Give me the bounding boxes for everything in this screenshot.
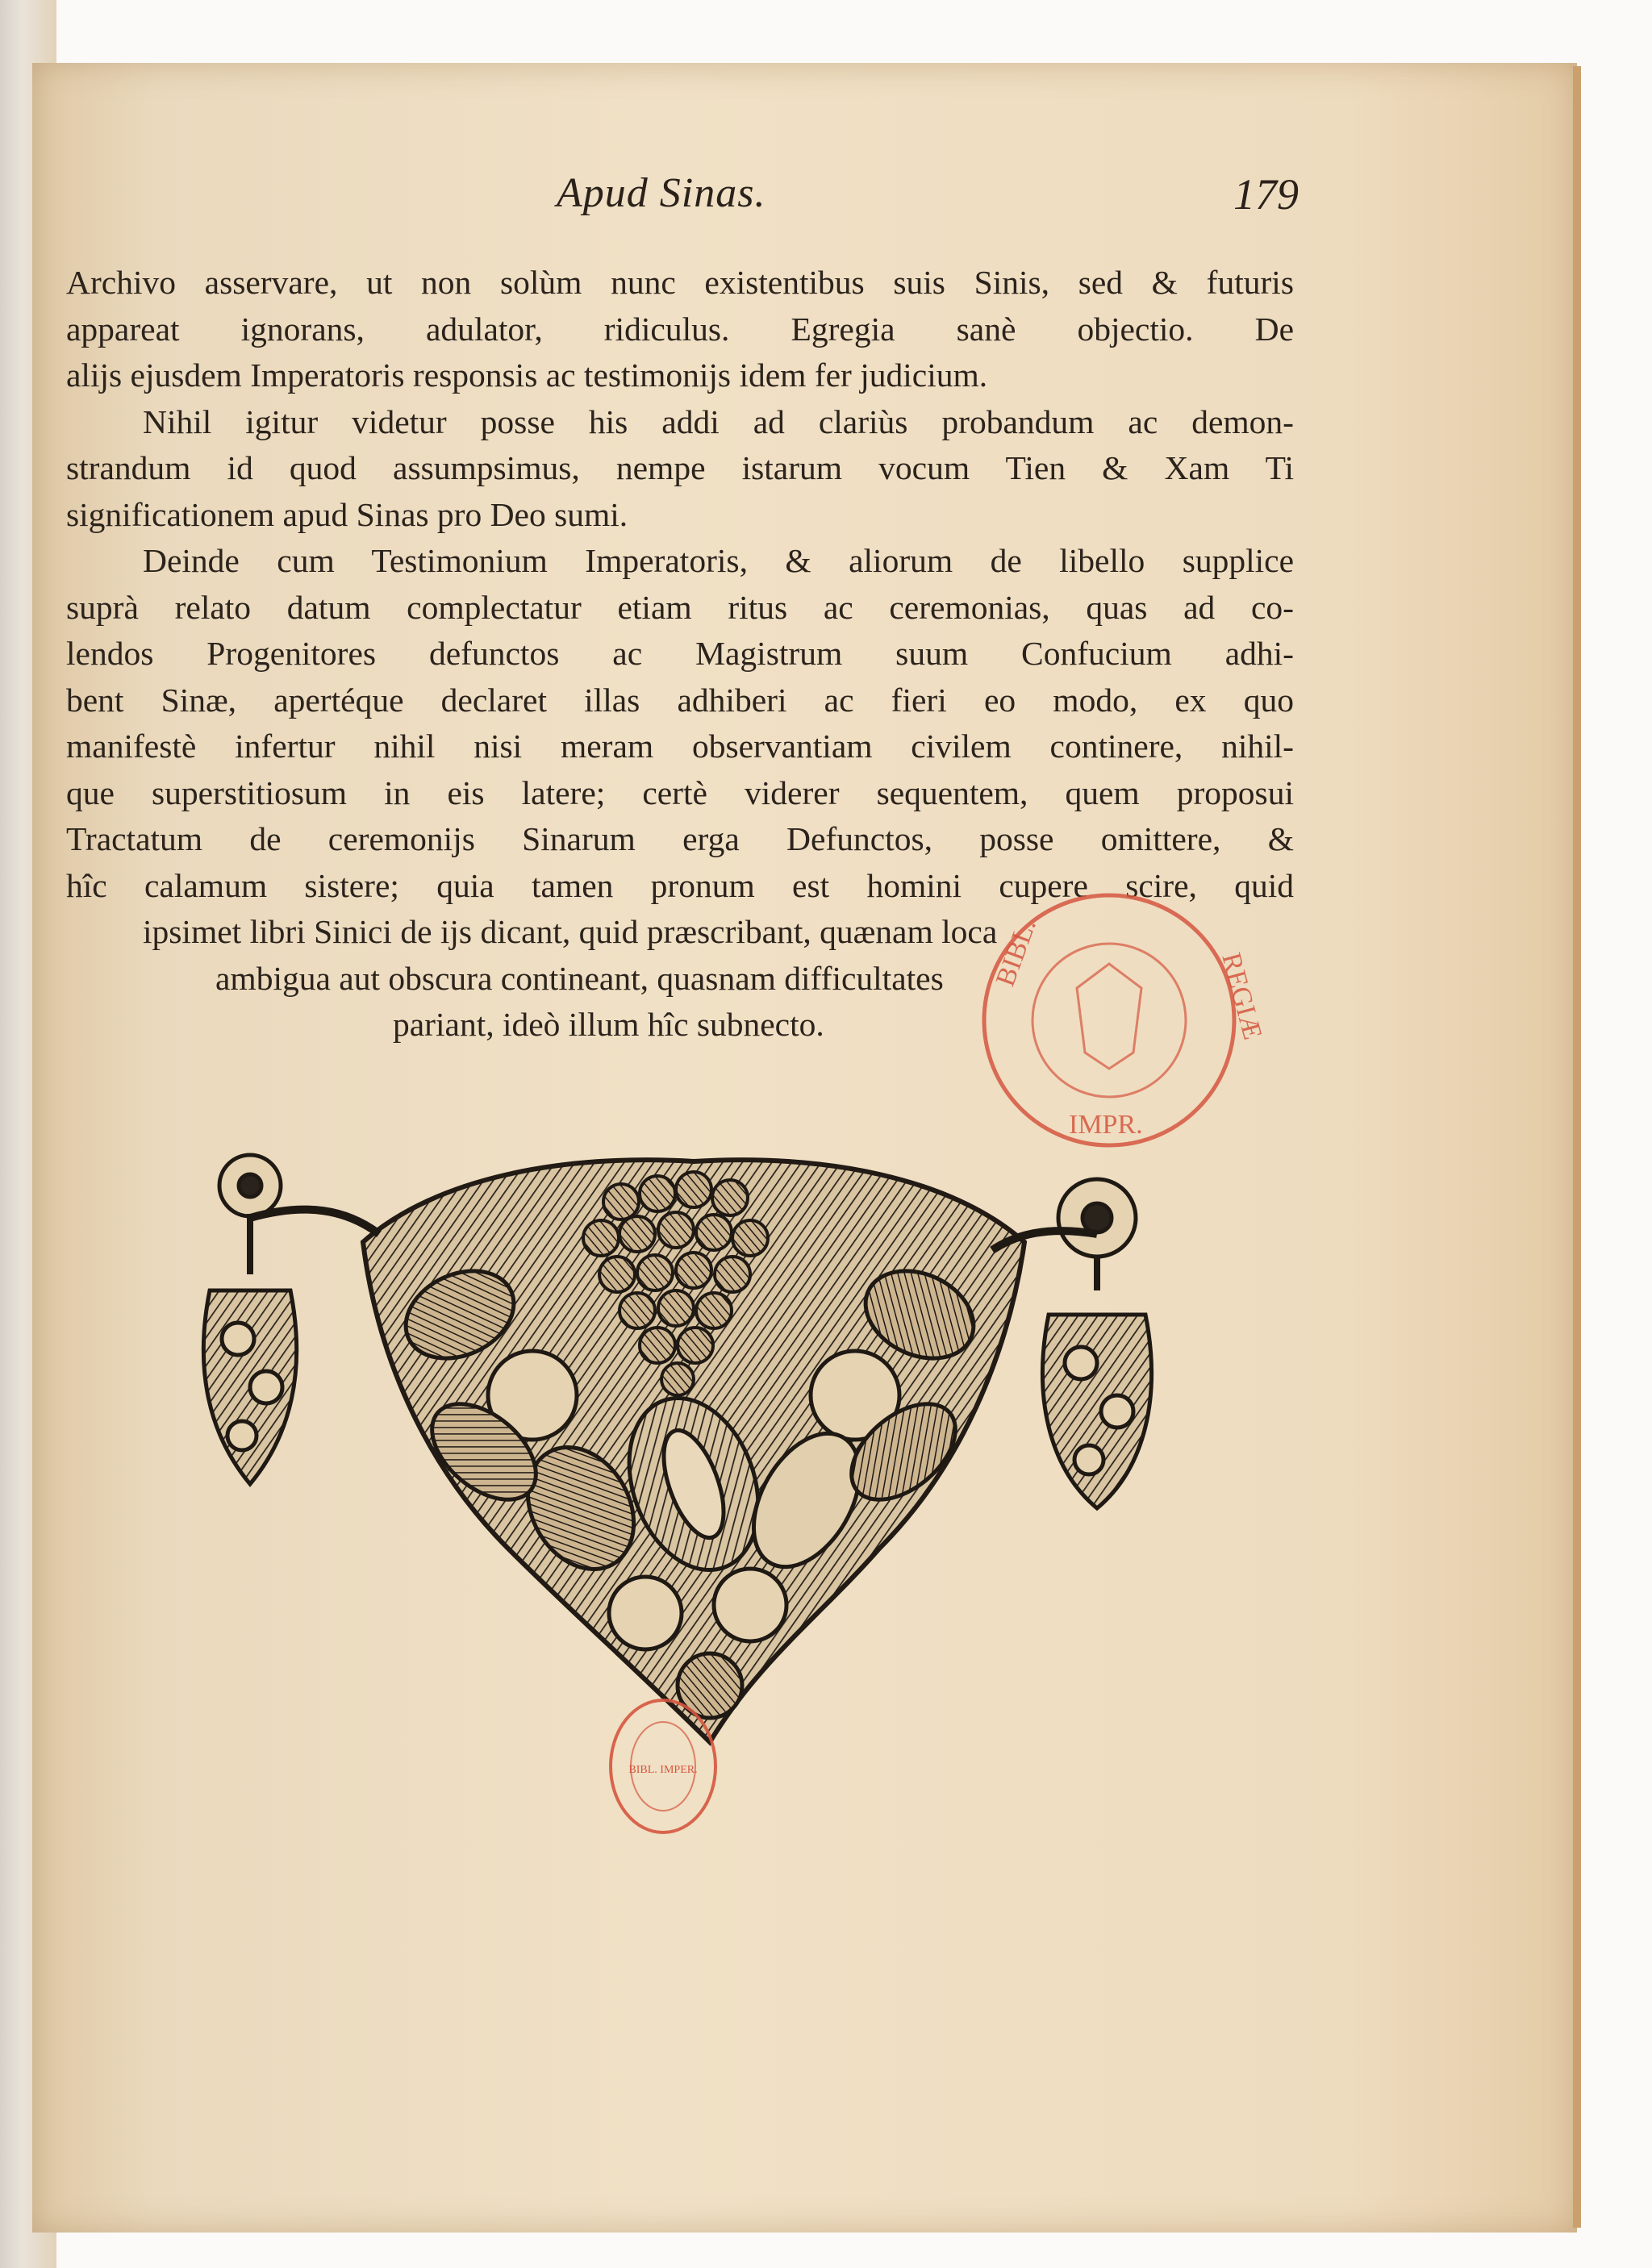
text-line: ipsimet libri Sinici de ijs dicant, quid præscribant, quænam loca bbox=[143, 913, 998, 950]
text-line: bent Sinæ, apertéque declaret illas adhiberi ac fieri eo modo, ex quo bbox=[66, 681, 1294, 719]
text-line: appareat ignorans, adulator, ridiculus. Egregia sanè objectio. De bbox=[66, 310, 1294, 348]
page-number: 179 bbox=[1233, 170, 1299, 219]
library-stamp-small bbox=[599, 1686, 728, 1847]
stamp-small-text: BIBL. IMPER. bbox=[628, 1764, 698, 1776]
text-line: manifestè infertur nihil nisi meram observantiam civilem continere, nihil- bbox=[66, 728, 1294, 765]
text-line: ambigua aut obscura contineant, quasnam difficultates bbox=[215, 959, 944, 997]
library-stamp-large bbox=[940, 867, 1279, 1174]
stamp-text-right: REGIÆ bbox=[1216, 949, 1268, 1043]
right-pendant bbox=[992, 1179, 1152, 1508]
text-line: Deinde cum Testimonium Imperatoris, & aliorum de libello supplice bbox=[143, 542, 1294, 579]
text-line: Archivo asservare, ut non solùm nunc existentibus suis Sinis, sed & futuris bbox=[66, 264, 1294, 301]
text-line: significationem apud Sinas pro Deo sumi. bbox=[66, 495, 628, 533]
text-line: que superstitiosum in eis latere; certè viderer sequentem, quem proposui bbox=[66, 773, 1294, 811]
text-line: strandum id quod assumpsimus, nempe istarum vocum Tien & Xam Ti bbox=[66, 449, 1294, 486]
text-line: hîc calamum sistere; quia tamen pronum est homini cupere scire, quid bbox=[66, 866, 1294, 904]
page-edge bbox=[1573, 66, 1581, 2228]
text-line: Nihil igitur videtur posse his addi ad clariùs probandum ac demon- bbox=[143, 402, 1294, 440]
text-line: lendos Progenitores defunctos ac Magistrum suum Confucium adhi- bbox=[66, 635, 1294, 672]
page-header bbox=[557, 169, 1299, 226]
text-line: pariant, ideò illum hîc subnecto. bbox=[393, 1006, 824, 1043]
left-pendant bbox=[203, 1155, 379, 1484]
text-line: Tractatum de ceremonijs Sinarum erga Defunctos, posse omittere, & bbox=[66, 820, 1294, 857]
running-head: Apud Sinas. bbox=[557, 170, 766, 216]
text-line: alijs ejusdem Imperatoris responsis ac testimonijs idem fer judicium. bbox=[66, 356, 988, 394]
stamp-text-top: BIBL. bbox=[990, 915, 1042, 990]
stamp-text-bottom: IMPR. bbox=[1069, 1110, 1143, 1140]
text-line: suprà relato datum complectatur etiam ritus ac ceremonias, quas ad co- bbox=[66, 588, 1294, 626]
